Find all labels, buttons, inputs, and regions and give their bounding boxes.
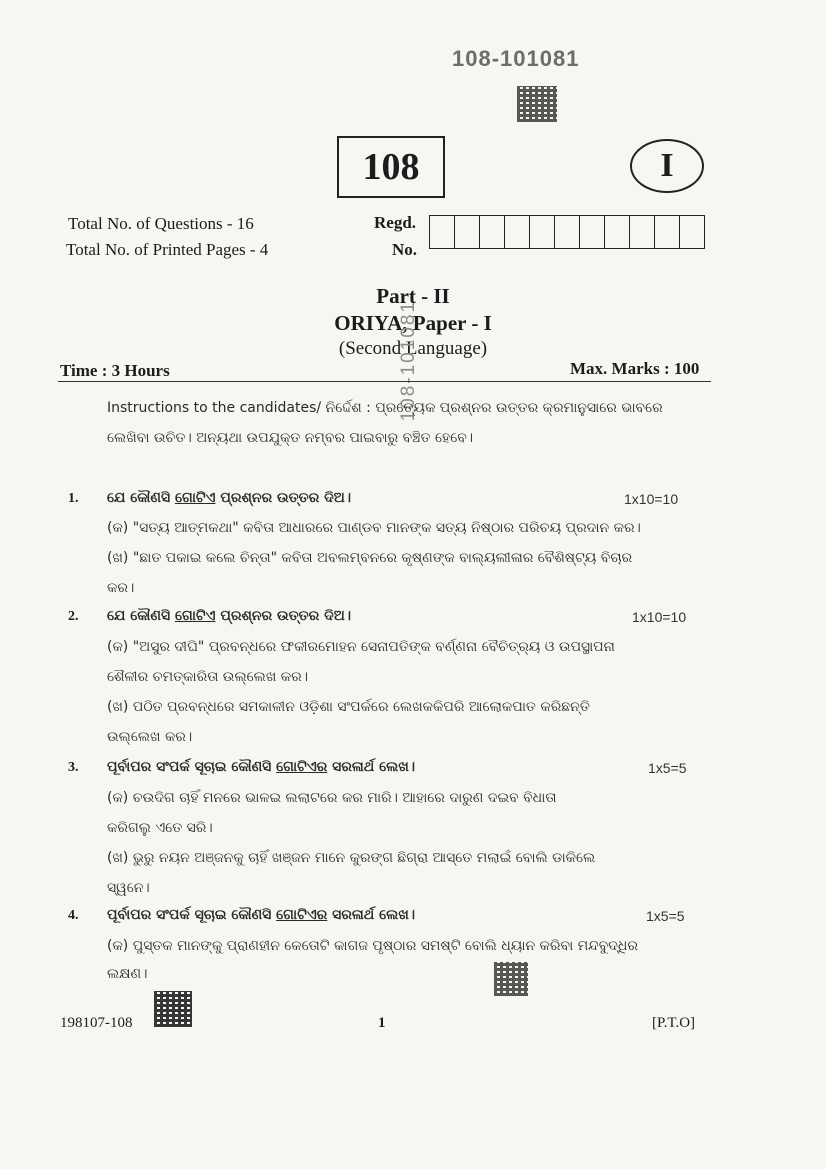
question-number: 2. [68,609,79,624]
question-marks: 1x10=10 [632,609,687,625]
question-number: 1. [68,491,79,506]
language-note: (Second Language) [338,338,488,359]
footer-code: 198107-108 [60,1015,133,1031]
question-line: (ଖ) ଭୁରୁ ନୟନ ଅଞ୍ଜନକୁ ଚାହିଁ ଖଞ୍ଜନ ମାନେ କୁରଙ୍ଗ ଛିଗ୍ରା ଆସ୍ତେ ମଲାଇଁ ବୋଲି ଡାକିଲେ [107,850,596,866]
question-line: ଶୈଳୀର ଚମତ୍କାରିତା ଉଲ୍ଲେଖ କର। [107,669,309,685]
question-heading: ଯେ କୌଣସି ଗୋଟିଏ ପ୍ରଶ୍ନର ଉତ୍ତର ଦିଅ। [107,608,352,624]
question-line: (ଖ) ପଠିତ ପ୍ରବନ୍ଧରେ ସମକାଳୀନ ଓଡ଼ିଶା ସଂପର୍କରେ ଲେଖକକିପରି ଆଲୋକପାତ କରିଛନ୍ତି [107,699,590,715]
question-number: 3. [68,760,79,775]
page-number: 1 [378,1015,386,1031]
question-line: ଉଲ୍ଲେଖ କର। [107,729,193,745]
max-marks-label: Max. Marks : 100 [570,359,700,378]
serial-number: 108-101081 [452,46,580,71]
question-line: (କ) "ଅସୁର ଦୀଘି" ପ୍ରବନ୍ଧରେ ଫକୀରମୋହନ ସେନାପତିଙ୍କ ବର୍ଣ୍ଣନା ବୈଚିତ୍ର୍ୟ ଓ ଉପସ୍ଥାପନା [107,639,615,655]
question-heading: ପୂର୍ବାପର ସଂପର୍କ ସୂଚାଇ କୌଣସି ଗୋଟିଏର ସରଳାର୍ଥ ଲେଖ। [107,759,416,775]
no-label: No. [392,240,418,259]
question-number: 4. [68,908,79,923]
question-line: (କ) "ସତ୍ୟ ଆତ୍ମକଥା" କବିତା ଆଧାରରେ ପାଣ୍ଡବ ମାନଙ୍କ ସତ୍ୟ ନିଷ୍ଠାର ପରିଚୟ ପ୍ରଦାନ କର। [107,520,641,536]
question-line: (ଖ) "ଛାତ ପକାଇ କଲେ ଚିନ୍ତା" କବିତା ଅବଲମ୍ବନରେ କୃଷ୍ଣଙ୍କ ବାଲ୍ୟଲୀଳାର ବୈଶିଷ୍ଟ୍ୟ ବିଚାର [107,550,633,566]
question-heading: ଯେ କୌଣସି ଗୋଟିଏ ପ୍ରଶ୍ନର ଉତ୍ତର ଦିଅ। [107,490,352,506]
qr-code-icon [494,962,528,996]
header-divider [58,381,711,382]
instructions-line-2: ଲେଖିବା ଉଚିତ। ଅନ୍ୟଥା ଉପଯୁକ୍ତ ନମ୍ବର ପାଇବାରୁ ବଞ୍ଚିତ ହେବେ। [107,430,474,446]
time-label: Time : 3 Hours [60,361,170,380]
question-line: (କ) ଚଉଦିଗ ଚାହିଁ ମନରେ ଭାଳଇ ଲଲାଟରେ କର ମାରି। ଆହାରେ ଦାରୁଣ ଦଇବ ବିଧାତା [107,790,557,806]
total-questions: Total No. of Questions - 16 [68,214,254,233]
registration-number-boxes[interactable] [429,215,705,249]
regd-label: Regd. [374,213,417,232]
instructions-line-1: Instructions to the candidates/ ନିର୍ଦ୍ଦେଶ : ପ୍ରତ୍ୟେକ ପ୍ରଶ୍ନର ଉତ୍ତର କ୍ରମାନୁସାରେ ଭାବରେ [107,400,663,416]
question-line: (କ) ପୁସ୍ତକ ମାନଙ୍କୁ ପ୍ରାଣହୀନ କେତୋଟି କାଗଜ ପୃଷ୍ଠାର ସମଷ୍ଟି ବୋଲି ଧ୍ୟାନ କରିବା ମନ୍ଦବୁଦ୍ଧିର [107,938,638,954]
pto-label: [P.T.O] [652,1015,696,1031]
set-label: I [630,139,704,193]
question-line: ସ୍ୱନେ। [107,880,150,896]
question-marks: 1x5=5 [646,908,685,924]
question-line: କର। [107,580,135,596]
subject-heading: ORIYA, Paper - I [334,311,492,335]
datamatrix-code-icon [154,991,192,1027]
question-line: ଲକ୍ଷଣ। [107,966,148,982]
question-line: କରିଗଲୁ ଏତେ ସରି। [107,820,213,836]
qr-code-icon [517,86,557,122]
question-heading: ପୂର୍ବାପର ସଂପର୍କ ସୂଚାଇ କୌଣସି ଗୋଟିଏର ସରଳାର୍ଥ ଲେଖ। [107,907,416,923]
question-marks: 1x5=5 [648,760,687,776]
question-marks: 1x10=10 [624,491,679,507]
paper-code-box: 108 [337,136,445,198]
part-heading: Part - II [376,284,450,308]
total-pages: Total No. of Printed Pages - 4 [66,240,269,259]
vertical-stamp: 108-101081 [398,300,419,422]
